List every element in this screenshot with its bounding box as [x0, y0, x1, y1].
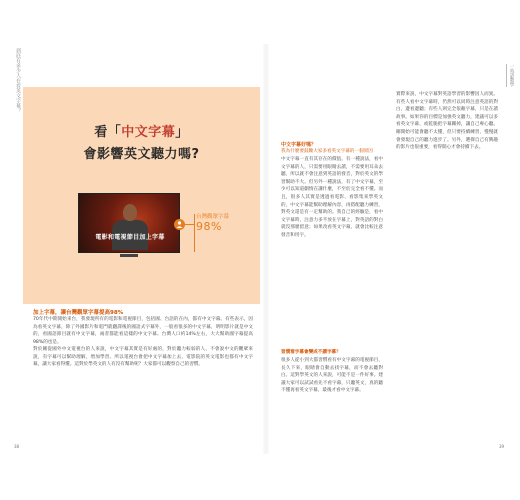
- section-heading: 加上字幕，讓台灣觀眾字幕提高98%: [33, 310, 124, 316]
- headline-line2: 會影響英文聽力嗎?: [83, 147, 200, 162]
- right-paragraph-2: 很多人從小到大都習慣看有中文字幕的電視節目，長久下來，眼睛會自動去找字幕，而不會去聽對白。這對學英文的人來說，可能不是一件好事。建議大家可以試試看先不看字幕，只聽英文，真的聽不懂再看英文字幕，最後才看中文字幕。: [281, 358, 383, 394]
- stat-value: 98%: [196, 220, 222, 233]
- left-paragraph-1: 70年代中期開始來台，我發現所有的電影和電視節目，包括國、台語的在內，都有中文字幕。有些表示，因為看英文字幕，除了外國影片和電門就翻譯後的國語式字幕外，一般看很多的中文字幕，明明影片就是中文的，看國語節目就有中文字幕，兩者都能看這樣的中文字幕。台灣人口約14%左右，大大幫助國字幕提高98%的也是。: [33, 317, 253, 345]
- left-side-label: 到底有多少人在看英文字幕？: [15, 48, 21, 113]
- headline-highlight: 中文字幕: [121, 125, 176, 140]
- tv-illustration: [78, 193, 180, 253]
- video-caption: 電影和電視節目加上字幕: [95, 234, 165, 241]
- headline-line1: 看「中文字幕」: [94, 125, 189, 140]
- stat-connector: [184, 224, 194, 225]
- right-page-number: 39: [499, 444, 505, 449]
- left-paragraph-2: 對於剛從國外中文電視台的人來說，中文字幕其實是有好處的，對於聽力較弱的人、不會說中文的觀眾來說，有字幕可以幫助理解，增加學習。所以電視台會把中文字幕加上去，電影院的英文電影也都有中文字幕，讓大家看得懂。這對於學英文的人有沒有幫助呢？大家都可以觀察自己的習慣。: [33, 347, 253, 368]
- speaker-head: [123, 204, 137, 221]
- right-side-label: 一英語教學: [506, 64, 514, 87]
- tv-stand: [120, 254, 138, 257]
- stat-label: 台灣觀眾字幕: [196, 214, 230, 220]
- right-column-2-paragraph: 實際來說，中文字幕對英語學習的影響因人而異。有些人看中文字幕時，仍然可以同時注意英語的對白，邊看邊聽；有些人則完全依賴字幕，只是在讀故事。如果你的目標是加強英文聽力，建議可以多看英文字幕，或乾脆把字幕關掉，讓自己專心聽。剛開始可能會聽不太懂，但只要持續練習，慢慢就會發現自己的聽力進步了。另外，選擇自己有興趣的影片也很重要，看得開心才會持續下去。: [396, 92, 498, 151]
- stat-bracket: [194, 214, 195, 252]
- right-paragraph-1: 中文字幕一直有其存在的價值。有一種說法，看中文字幕的人，只需要用眼睛去讀，不需要用耳朵去聽，所以就不會注意到英語的發音，對於英文的學習幫助不大。但另外一種說法，有了中文字幕，至少可以知道劇情在講什麼，不至於完全看不懂。而且，很多人其實是透過看電影、看影集來學英文的，中文字幕能幫助理解內容，再搭配聽力練習，對英文還是有一定幫助的。我自己的經驗是，看中文字幕時，注意力多半放在字幕上，對英語的對白就沒那麼留意；如果改看英文字幕，就會比較注意發音和用字。: [281, 157, 383, 238]
- right-heading: 中文字幕好嗎？: [281, 142, 317, 148]
- gutter: [262, 44, 270, 454]
- right-heading-2: 習慣看字幕會變成不讀字幕？: [281, 350, 341, 355]
- left-page-number: 38: [14, 444, 20, 449]
- page-headline: [23, 122, 260, 166]
- right-subheading: 我為什麼要鼓勵大家多看英文字幕的一個原因: [281, 149, 373, 154]
